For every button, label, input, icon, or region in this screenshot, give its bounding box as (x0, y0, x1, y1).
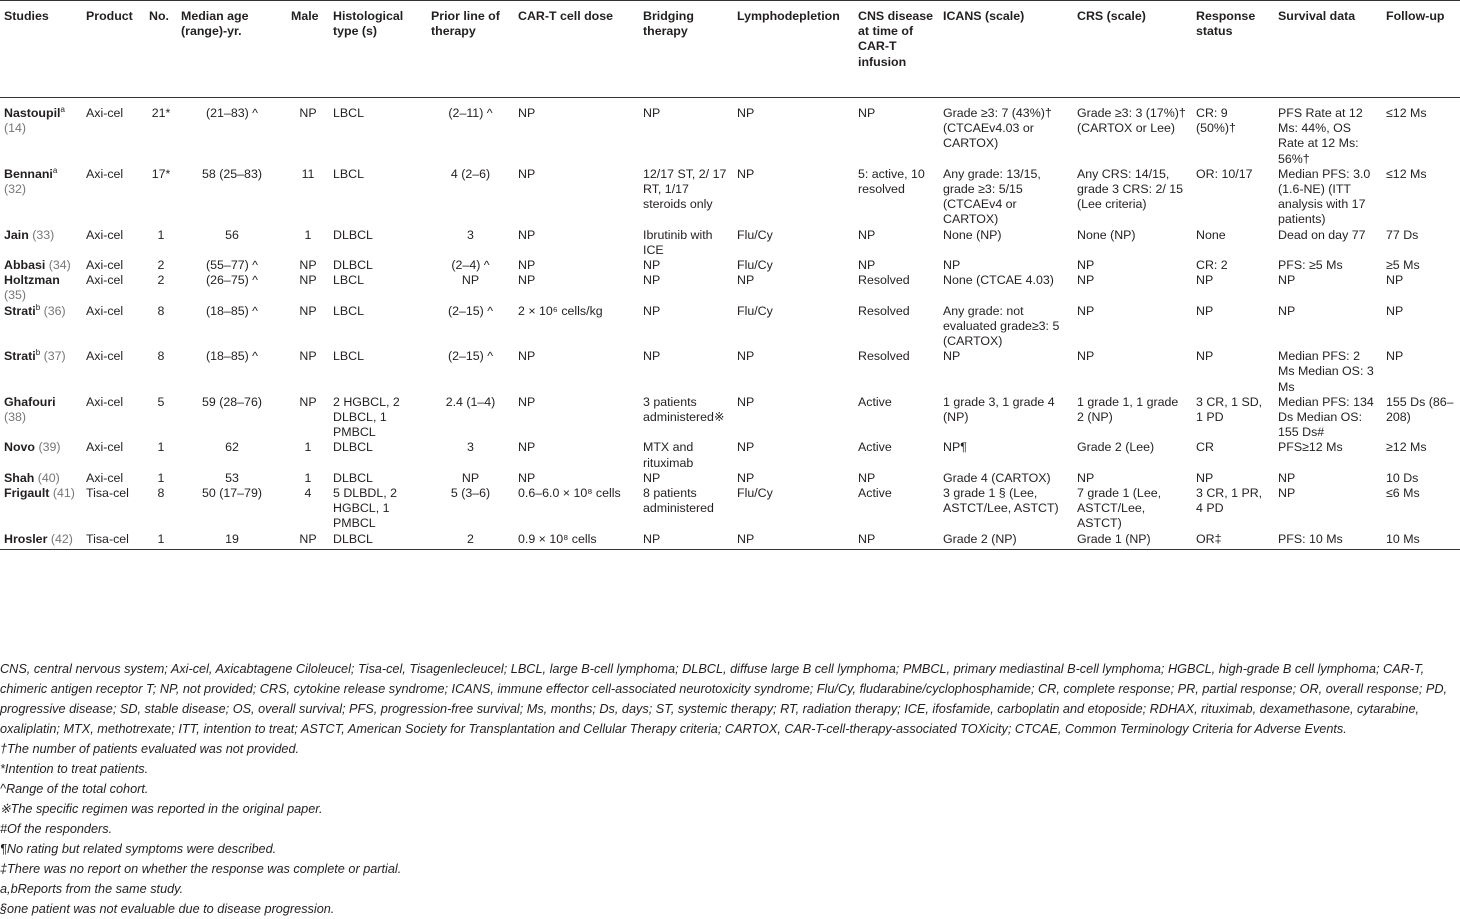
header-product: Product (82, 1, 145, 98)
cell-no: 2 (157, 258, 165, 273)
cell-crs: 1 grade 1, 1 grade 2 (NP) (1077, 394, 1179, 425)
study-name: Abbasi (4, 258, 46, 273)
cell-age: (18–85) ^ (206, 303, 258, 318)
cell-response: CR: 9 (50%)† (1196, 106, 1236, 136)
cell-hist: LBCL (333, 166, 364, 181)
reference-link[interactable]: (37) (43, 349, 66, 364)
table-row (0, 228, 1460, 258)
cell-response: CR: 2 (1196, 258, 1228, 273)
table-row (0, 532, 1460, 550)
cell-crs: NP (1077, 470, 1095, 485)
cell-icans: 1 grade 3, 1 grade 4 (NP) (943, 394, 1055, 425)
header-median-age: Median age (range)-yr. (177, 1, 287, 98)
cell-survival: Median PFS: 3.0 (1.6-NE) (ITT analysis with 17 patients) (1278, 166, 1371, 227)
reference-link[interactable]: (36) (43, 303, 66, 318)
cell-product: Axi-cel (86, 106, 124, 120)
cell-male: NP (299, 394, 317, 409)
cell-product: Axi-cel (86, 258, 124, 273)
cell-age: (55–77) ^ (206, 258, 258, 273)
cell-product: Axi-cel (86, 273, 124, 288)
cell-lympho: NP (737, 531, 755, 546)
cell-dose: NP (518, 166, 536, 181)
study-cell (0, 167, 82, 228)
cell-bridging: Ibrutinib with ICE (643, 227, 713, 257)
study-name: Ghafouri (4, 394, 56, 409)
cell-product: Axi-cel (86, 470, 124, 485)
study-name: Holtzman (4, 273, 60, 288)
cell-cns: NP (858, 227, 876, 242)
cell-no: 1 (157, 440, 165, 455)
cell-bridging: 8 patients administered (643, 486, 714, 516)
table-row (0, 273, 1460, 303)
cell-icans: NP (943, 349, 961, 364)
study-name: Bennani (4, 166, 53, 181)
cell-prior: 3 (467, 227, 474, 242)
cell-bridging: NP (643, 531, 661, 546)
cell-followup: ≥12 Ms (1386, 440, 1427, 455)
cell-prior: 2.4 (1–4) (445, 394, 496, 409)
cell-lympho: NP (737, 273, 755, 288)
cell-survival: Median PFS: 2 Ms Median OS: 3 Ms (1278, 349, 1374, 394)
cell-no: 1 (157, 531, 165, 546)
table-row (0, 395, 1460, 441)
cell-followup: 77 Ds (1386, 227, 1419, 242)
cell-product: Axi-cel (86, 440, 124, 455)
cell-product: Tisa-cel (86, 486, 129, 501)
cell-male: NP (299, 349, 317, 364)
cell-response: OR: 10/17 (1196, 166, 1253, 181)
reference-link[interactable]: (41) (52, 486, 75, 501)
study-cell (0, 228, 82, 258)
cell-bridging: MTX and rituximab (643, 440, 694, 470)
footnote: a,bReports from the same study. (0, 882, 184, 896)
cell-bridging: NP (643, 303, 661, 318)
cell-lympho: NP (737, 106, 755, 120)
cell-hist: LBCL (333, 349, 364, 364)
cell-no: 1 (157, 227, 165, 242)
study-cell (0, 440, 82, 470)
cell-prior: (2–15) ^ (447, 349, 494, 364)
study-cell (0, 532, 82, 550)
cell-survival: Dead on day 77 (1278, 227, 1366, 242)
cell-cns: Resolved (858, 349, 910, 364)
cell-no: 21* (151, 106, 171, 120)
study-name: Hrosler (4, 531, 48, 546)
cell-prior: (2–4) ^ (451, 258, 490, 273)
cell-cns: Active (858, 394, 892, 409)
cell-no: 1 (157, 470, 165, 485)
cell-prior: 3 (467, 440, 474, 455)
study-cell (0, 349, 82, 395)
cell-icans: None (NP) (943, 227, 1002, 242)
header-cns-disease: CNS disease at time of CAR-T infusion (854, 1, 939, 98)
reference-link[interactable]: (35) (4, 288, 27, 303)
table-row (0, 440, 1460, 470)
cell-male: 1 (304, 470, 312, 485)
header-histological-type: Histological type (s) (329, 1, 427, 98)
header-lymphodepletion: Lymphodepletion (733, 1, 854, 98)
cell-no: 5 (157, 394, 165, 409)
cell-followup: ≤12 Ms (1386, 106, 1427, 120)
cell-crs: Grade ≥3: 3 (17%)† (CARTOX or Lee) (1077, 106, 1186, 136)
study-cell (0, 258, 82, 273)
cell-prior: (2–11) ^ (448, 106, 493, 120)
study-cell (0, 486, 82, 532)
cell-followup: ≥5 Ms (1386, 258, 1420, 273)
cell-crs: None (NP) (1077, 227, 1136, 242)
cell-crs: Any CRS: 14/15, grade 3 CRS: 2/ 15 (Lee criteria) (1077, 166, 1184, 212)
cell-dose: NP (518, 349, 536, 364)
cell-prior: NP (461, 470, 480, 485)
cell-lympho: NP (737, 349, 755, 364)
cell-no: 17* (151, 166, 171, 181)
cell-hist: LBCL (333, 106, 364, 120)
table-header-row (0, 1, 1460, 98)
cell-bridging: 3 patients administered※ (643, 394, 725, 425)
cell-male: NP (299, 106, 317, 120)
cell-crs: NP (1077, 303, 1095, 318)
cell-survival: PFS: 10 Ms (1278, 531, 1343, 546)
cell-lympho: Flu/Cy (737, 227, 773, 242)
study-cell (0, 273, 82, 303)
cell-bridging: NP (643, 349, 661, 364)
table-row (0, 471, 1460, 486)
reference-link[interactable]: (33) (32, 227, 55, 242)
cell-cns: Resolved (858, 273, 910, 288)
cell-followup: ≤12 Ms (1386, 166, 1427, 181)
cell-icans: Any grade: 13/15, grade ≥3: 5/15 (CTCAEv4 or CARTOX) (943, 166, 1041, 227)
cell-age: 50 (17–79) (202, 486, 262, 501)
cell-crs: 7 grade 1 (Lee, ASTCT/Lee, ASTCT) (1077, 486, 1162, 531)
table-row (0, 349, 1460, 395)
cell-no: 8 (157, 486, 165, 501)
cell-hist: LBCL (333, 303, 364, 318)
study-name: Frigault (4, 486, 50, 501)
cell-lympho: NP (737, 470, 755, 485)
cell-dose: NP (518, 394, 536, 409)
cell-male: 4 (304, 486, 312, 501)
cell-cns: Resolved (858, 303, 910, 318)
cell-age: 19 (225, 531, 239, 546)
cell-hist: DLBCL (333, 227, 373, 242)
reference-link[interactable]: (40) (37, 470, 60, 485)
cell-lympho: NP (737, 394, 755, 409)
cell-age: 62 (225, 440, 239, 455)
cell-product: Axi-cel (86, 349, 124, 364)
cell-response: 3 CR, 1 PR, 4 PD (1196, 486, 1263, 516)
cell-dose: NP (518, 106, 536, 120)
cell-product: Axi-cel (86, 227, 124, 242)
header-studies: Studies (0, 1, 82, 98)
study-cell (0, 304, 82, 350)
cell-prior: 4 (2–6) (450, 166, 491, 181)
cell-survival: PFS≥12 Ms (1278, 440, 1343, 455)
cell-product: Axi-cel (86, 394, 124, 409)
cell-lympho: Flu/Cy (737, 303, 773, 318)
cell-followup: 10 Ds (1386, 470, 1419, 485)
study-name: Jain (4, 227, 29, 242)
reference-link[interactable]: (34) (48, 258, 71, 273)
reference-link[interactable]: (42) (50, 531, 73, 546)
footnote: *Intention to treat patients. (0, 762, 149, 776)
cell-response: NP (1196, 349, 1214, 364)
study-name: Novo (4, 440, 35, 455)
cell-hist: LBCL (333, 273, 364, 288)
cell-bridging: NP (643, 106, 661, 120)
table-row (0, 98, 1460, 167)
cell-cns: NP (858, 470, 876, 485)
cell-male: 11 (301, 166, 315, 181)
header-icans: ICANS (scale) (939, 1, 1073, 98)
header-bridging: Bridging therapy (639, 1, 733, 98)
cell-survival: NP (1278, 273, 1296, 288)
cell-age: 59 (28–76) (202, 394, 262, 409)
cell-product: Axi-cel (86, 303, 124, 318)
study-cell (0, 98, 82, 167)
study-superscript: b (35, 348, 41, 358)
cell-prior: 5 (3–6) (450, 486, 491, 501)
header-survival: Survival data (1274, 1, 1382, 98)
footnote: †The number of patients evaluated was not provided. (0, 742, 300, 756)
study-cell (0, 395, 82, 441)
cell-response: NP (1196, 470, 1214, 485)
cell-lympho: NP (737, 166, 755, 181)
cell-dose: NP (518, 258, 536, 273)
cell-survival: NP (1278, 486, 1296, 501)
header-no: No. (145, 1, 177, 98)
header-crs: CRS (scale) (1073, 1, 1192, 98)
cell-dose: NP (518, 273, 536, 288)
cell-prior: NP (461, 273, 480, 288)
header-male: Male (287, 1, 329, 98)
cell-icans: NP¶ (943, 440, 967, 455)
cell-followup: NP (1386, 349, 1404, 364)
cell-prior: (2–15) ^ (447, 303, 494, 318)
footnote: ¶No rating but related symptoms were described. (0, 842, 277, 856)
cell-male: 1 (304, 227, 312, 242)
study-name: Shah (4, 470, 35, 485)
study-superscript: b (35, 302, 41, 312)
cell-age: 53 (225, 470, 239, 485)
footnote: CNS, central nervous system; Axi-cel, Axicabtagene Ciloleucel; Tisa-cel, Tisagenlecleucel; LBCL, large B-cell lymphoma; DLBCL, diffuse large B cell lymphoma; PMBCL, primary mediastinal B-cell lymphoma; HGBCL, high-grade B cell lymphoma; CAR-T, chimeric antigen receptor T; NP, not provided; CRS, cytokine release syndrome; ICANS, immune effector cell-associated neurotoxicity syndrome; Flu/Cy, fludarabine/cyclophosphamide; CR, complete response; PR, partial response; OR, overall response; PD, progressive disease; SD, stable disease; OS, overall survival; PFS, progression-free survival; Ms, months; Ds, days; ST, systemic therapy; RT, radiation therapy; ICE, ifosfamide, carboplatin and etoposide; RDHAX, rituximab, dexamethasone, cytarabine, oxaliplatin; MTX, methotrexate; ITT, intention to treat; ASTCT, American Society for Transplantation and Cellular Therapy criteria; CARTOX, CAR-T-cell-therapy-associated TOXicity; CTCAE, Common Terminology Criteria for Adverse Events. (0, 662, 1448, 736)
table-row (0, 304, 1460, 350)
header-cart-dose: CAR-T cell dose (514, 1, 639, 98)
cell-lympho: Flu/Cy (737, 486, 773, 501)
cell-age: (18–85) ^ (206, 349, 258, 364)
table-row (0, 167, 1460, 228)
header-prior-line: Prior line of therapy (427, 1, 514, 98)
cell-male: NP (299, 531, 317, 546)
cell-cns: NP (858, 258, 876, 273)
cell-icans: Grade 2 (NP) (943, 531, 1017, 546)
study-superscript: a (60, 104, 65, 114)
cell-bridging: NP (643, 470, 661, 485)
table-footnotes (0, 659, 1460, 919)
cell-crs: Grade 1 (NP) (1077, 531, 1151, 546)
cell-bridging: NP (643, 258, 661, 273)
cell-followup: 10 Ms (1386, 531, 1420, 546)
cell-dose: NP (518, 227, 536, 242)
cell-cns: Active (858, 440, 892, 455)
cell-response: NP (1196, 273, 1214, 288)
reference-link[interactable]: (14) (4, 121, 27, 136)
footnote: ^Range of the total cohort. (0, 782, 149, 796)
cell-dose: NP (518, 440, 536, 455)
cell-prior: 2 (467, 531, 474, 546)
cell-product: Tisa-cel (86, 531, 129, 546)
cell-no: 8 (157, 303, 165, 318)
cell-hist: DLBCL (333, 258, 373, 273)
cell-cns: 5: active, 10 resolved (858, 166, 925, 197)
cell-icans: Grade 4 (CARTOX) (943, 470, 1051, 485)
cell-followup: 155 Ds (86–208) (1386, 394, 1454, 425)
study-name: Strati (4, 303, 36, 318)
footnote: #Of the responders. (0, 822, 113, 836)
cell-bridging: 12/17 ST, 2/ 17 RT, 1/17 steroids only (643, 166, 727, 212)
cell-survival: Median PFS: 134 Ds Median OS: 155 Ds# (1278, 394, 1374, 440)
cell-hist: DLBCL (333, 531, 373, 546)
cell-dose: 0.6–6.0 × 10⁸ cells (518, 486, 621, 501)
header-follow-up: Follow-up (1382, 1, 1460, 98)
cell-hist: DLBCL (333, 440, 373, 455)
cell-cns: NP (858, 531, 876, 546)
cell-lympho: NP (737, 440, 755, 455)
cell-response: OR‡ (1196, 531, 1222, 546)
cell-icans: 3 grade 1 § (Lee, ASTCT/Lee, ASTCT) (943, 486, 1059, 516)
cell-survival: NP (1278, 303, 1296, 318)
cell-crs: NP (1077, 349, 1095, 364)
cell-hist: 5 DLBDL, 2 HGBCL, 1 PMBCL (333, 486, 398, 531)
study-superscript: a (52, 165, 58, 175)
cell-age: (26–75) ^ (206, 273, 258, 288)
study-name: Nastoupil (4, 106, 61, 120)
cell-dose: 2 × 10⁶ cells/kg (518, 303, 603, 318)
cell-response: None (1196, 227, 1226, 242)
table-row (0, 486, 1460, 532)
footnote: ※The specific regimen was reported in the original paper. (0, 802, 323, 816)
reference-link[interactable]: (38) (4, 410, 27, 425)
cell-hist: DLBCL (333, 470, 373, 485)
study-cell (0, 471, 82, 486)
cell-no: 8 (157, 349, 165, 364)
cell-followup: NP (1386, 303, 1404, 318)
cell-survival: PFS Rate at 12 Ms: 44%, OS Rate at 12 Ms: 56%† (1278, 106, 1363, 166)
cell-cns: NP (858, 106, 876, 120)
cell-followup: NP (1386, 273, 1404, 288)
cell-product: Axi-cel (86, 166, 124, 181)
cell-response: NP (1196, 303, 1214, 318)
cell-icans: NP (943, 258, 961, 273)
cell-crs: NP (1077, 258, 1095, 273)
cell-cns: Active (858, 486, 892, 501)
cell-bridging: NP (643, 273, 661, 288)
cell-male: NP (299, 303, 317, 318)
cell-icans: Any grade: not evaluated grade≥3: 5 (CARTOX) (943, 303, 1060, 349)
cell-male: 1 (304, 440, 312, 455)
cell-followup: ≤6 Ms (1386, 486, 1420, 501)
cell-age: (21–83) ^ (206, 106, 258, 120)
cell-icans: Grade ≥3: 7 (43%)† (CTCAEv4.03 or CARTOX) (943, 106, 1052, 151)
cell-dose: 0.9 × 10⁸ cells (518, 531, 597, 546)
cell-age: 56 (225, 227, 239, 242)
cell-crs: NP (1077, 273, 1095, 288)
study-name: Strati (4, 349, 36, 364)
cell-survival: NP (1278, 470, 1296, 485)
cell-male: NP (299, 273, 317, 288)
cell-age: 58 (25–83) (202, 166, 262, 181)
cell-icans: None (CTCAE 4.03) (943, 273, 1054, 288)
cell-survival: PFS: ≥5 Ms (1278, 258, 1343, 273)
cell-no: 2 (157, 273, 165, 288)
cell-response: 3 CR, 1 SD, 1 PD (1196, 394, 1263, 425)
cell-crs: Grade 2 (Lee) (1077, 440, 1155, 455)
reference-link[interactable]: (39) (38, 440, 61, 455)
cell-lympho: Flu/Cy (737, 258, 773, 273)
reference-link[interactable]: (32) (4, 182, 27, 197)
footnote: §one patient was not evaluable due to disease progression. (0, 902, 335, 916)
table-row (0, 258, 1460, 273)
cell-hist: 2 HGBCL, 2 DLBCL, 1 PMBCL (333, 394, 400, 440)
cell-male: NP (299, 258, 317, 273)
footnote: ‡There was no report on whether the response was complete or partial. (0, 862, 402, 876)
header-response: Response status (1192, 1, 1274, 98)
cell-dose: NP (518, 470, 536, 485)
cell-response: CR (1196, 440, 1214, 455)
